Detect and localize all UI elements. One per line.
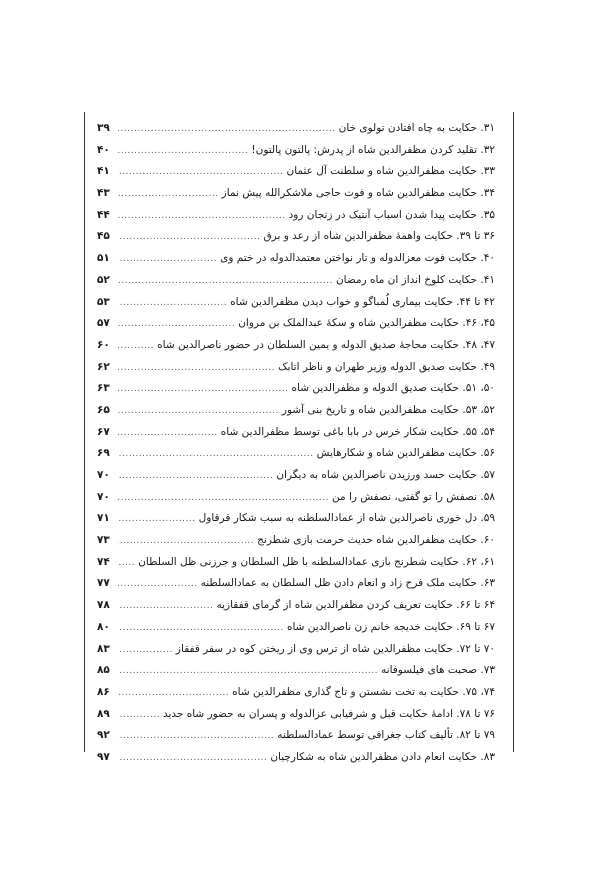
toc-entry <box>97 508 495 530</box>
dot-leader <box>118 748 267 770</box>
toc-entry-title: ۶۴ تا ۶۶. حکایت تعریف کردن مظفرالدین شاه از گرمای قفقازیه <box>216 599 495 612</box>
toc-entry-title: ۳۶ تا ۳۹. حکایت واهمهٔ مظفرالدین شاه از رعد و برق <box>263 230 495 243</box>
toc-entry-title: ۳۵. حکایت پیدا شدن اسباب آنتیک در زنجان رود <box>288 208 495 221</box>
dot-leader <box>118 119 336 141</box>
toc-entry-title: ۴۱. حکایت کلوخ انداز ان ماه رمضان <box>335 273 495 286</box>
toc-entry <box>97 530 495 552</box>
toc-entry-title: ۶۳. حکایت ملک فرح زاد و انعام دادن ظل السلطان به عمادالسلطنه <box>200 577 495 590</box>
toc-entry <box>97 422 495 444</box>
toc-entry-title: ۵۴، ۵۵. حکایت شکار خرس در بابا باغی توسط مظفرالدین شاه <box>220 425 495 438</box>
toc-entry-page-number: ۵۳ <box>97 295 110 308</box>
dot-leader <box>118 509 196 531</box>
toc-entry-title: ۷۰ تا ۷۲. حکایت مظفرالدین شاه از ترس وی از ریختن کوه در سفر قفقاز <box>175 642 495 655</box>
toc-entry-page-number: ۴۳ <box>97 187 110 200</box>
toc-entry-title: ۶۱، ۶۲. حکایت شطرنج بازی عمادالسلطنه با ظل السلطان و جرزنی ظل السلطان <box>138 555 495 568</box>
dot-leader <box>118 184 219 206</box>
toc-entry <box>97 552 495 574</box>
dot-leader <box>118 249 217 271</box>
dot-leader <box>118 553 135 575</box>
toc-entry-title: ۶۷ تا ۶۹. حکایت خدیجه خانم زن ناصرالدین شاه <box>286 620 495 633</box>
toc-entry-page-number: ۸۰ <box>97 620 110 633</box>
toc-entry-page-number: ۶۵ <box>97 403 110 416</box>
toc-entry <box>97 487 495 509</box>
toc-entry-title: ۳۲. تقلید کردن مظفرالدین شاه از پدرش: پالتون پالتون! <box>251 143 495 156</box>
dot-leader <box>118 488 329 510</box>
toc-entry-page-number: ۷۷ <box>97 577 110 590</box>
toc-entry-page-number: ۸۵ <box>97 664 110 677</box>
dot-leader <box>118 683 229 705</box>
dot-leader <box>118 162 284 184</box>
dot-leader <box>118 444 314 466</box>
toc-entry-title: ۷۴، ۷۵. حکایت به تخت نشستن و تاج گذاری مظفرالدین شاه <box>232 685 495 698</box>
toc-entry-page-number: ۶۲ <box>97 360 110 373</box>
toc-entry <box>97 313 495 335</box>
toc-entry-title: ۴۷، ۴۸. حکایت محاجهٔ صدیق الدوله و یمین السلطان در حضور ناصرالدین شاه <box>157 338 495 351</box>
page-frame-line-left <box>84 112 85 752</box>
dot-leader <box>118 705 160 727</box>
toc-entry-title: ۶۰. حکایت مظفرالدین شاه حدیث حرمت بازی شطرنج <box>257 534 495 547</box>
dot-leader <box>118 423 218 445</box>
toc-entry-title: ۷۳. صحبت های فیلسوفانه <box>381 664 495 677</box>
toc-entry <box>97 400 495 422</box>
toc-entry <box>97 682 495 704</box>
toc-entry-page-number: ۷۱ <box>97 512 110 525</box>
toc-entry-page-number: ۸۶ <box>97 685 110 698</box>
page-frame-line-right <box>513 112 514 752</box>
dot-leader <box>118 618 284 640</box>
toc-entry <box>97 443 495 465</box>
toc-entry-page-number: ۹۷ <box>97 750 110 763</box>
toc-entry-page-number: ۴۱ <box>97 165 110 178</box>
toc-entry <box>97 205 495 227</box>
toc-entry-title: ۷۹ تا ۸۲. تألیف کتاب جغرافی توسط عمادالسلطنه <box>277 729 495 742</box>
toc-entry-page-number: ۳۹ <box>97 122 110 134</box>
table-of-contents <box>97 118 495 769</box>
toc-entry-page-number: ۷۰ <box>97 469 110 481</box>
dot-leader <box>118 574 198 596</box>
dot-leader <box>118 596 213 618</box>
toc-entry <box>97 595 495 617</box>
dot-leader <box>118 293 227 315</box>
toc-entry-page-number: ۸۹ <box>97 707 110 720</box>
toc-entry <box>97 747 495 769</box>
toc-entry-page-number: ۹۲ <box>97 729 110 742</box>
toc-entry <box>97 639 495 661</box>
toc-entry <box>97 335 495 357</box>
toc-entry <box>97 660 495 682</box>
dot-leader <box>118 271 333 293</box>
dot-leader <box>118 206 286 228</box>
toc-entry-page-number: ۵۷ <box>97 317 110 330</box>
dot-leader <box>118 227 261 249</box>
toc-entry <box>97 183 495 205</box>
toc-entry-page-number: ۴۰ <box>97 143 110 156</box>
toc-entry-title: ۴۹. حکایت صدیق الدوله وزیر طهران و ناظر اتابک <box>278 360 495 373</box>
toc-entry <box>97 270 495 292</box>
toc-entry-title: ۵۲، ۵۳. حکایت مظفرالدین شاه و تاریخ بنی آشور <box>281 403 495 416</box>
toc-entry-title: ۵۹. دل خوری ناصرالدین شاه از عمادالسلطنه به سبب شکار قرقاول <box>198 512 495 525</box>
toc-entry <box>97 226 495 248</box>
toc-entry-title: ۳۱. حکایت به چاه افتادن تولوی خان <box>338 122 495 134</box>
dot-leader <box>118 358 275 380</box>
toc-entry <box>97 617 495 639</box>
toc-entry <box>97 465 495 487</box>
toc-entry-title: ۳۴. حکایت مظفرالدین شاه و فوت حاجی ملاشکرالله پیش نماز <box>221 187 495 200</box>
dot-leader <box>118 466 273 488</box>
dot-leader <box>118 336 154 358</box>
dot-leader <box>118 640 173 662</box>
toc-entry <box>97 118 495 140</box>
toc-entry-title: ۵۶. حکایت مظفرالدین شاه و شکارهایش <box>316 447 495 460</box>
toc-entry-title: ۵۸. نصفش را تو گفتی، نصفش را من <box>332 490 495 503</box>
toc-entry <box>97 725 495 747</box>
toc-entry-page-number: ۷۴ <box>97 555 110 568</box>
dot-leader <box>118 379 289 401</box>
toc-entry <box>97 573 495 595</box>
toc-entry-title: ۵۷. حکایت حسد ورزیدن ناصرالدین شاه به دیگران <box>276 469 495 481</box>
toc-entry <box>97 292 495 314</box>
toc-entry <box>97 704 495 726</box>
toc-entry <box>97 357 495 379</box>
toc-entry <box>97 161 495 183</box>
toc-entry-page-number: ۷۳ <box>97 534 110 547</box>
toc-entry-page-number: ۶۳ <box>97 382 110 395</box>
toc-entry-page-number: ۶۹ <box>97 447 110 460</box>
toc-entry-page-number: ۴۵ <box>97 230 110 243</box>
toc-entry-title: ۷۶ تا ۷۸. ادامهٔ حکایت قبل و شرفیابی عزالدوله و پسران به حضور شاه جدید <box>162 707 495 720</box>
toc-entry-page-number: ۵۱ <box>97 252 110 265</box>
toc-entry-title: ۴۰. حکایت فوت معزالدوله و تار نواختن معتمدالدوله در ختم وی <box>220 252 495 265</box>
dot-leader <box>118 314 235 336</box>
toc-entry-page-number: ۴۴ <box>97 208 110 221</box>
toc-entry <box>97 248 495 270</box>
toc-entry-title: ۳۳. حکایت مظفرالدین شاه و سلطنت آل عثمان <box>286 165 495 178</box>
toc-entry-page-number: ۵۲ <box>97 273 110 286</box>
dot-leader <box>118 726 274 748</box>
toc-entry-page-number: ۸۳ <box>97 642 110 655</box>
toc-entry-title: ۵۰، ۵۱. حکایت صدیق الدوله و مظفرالدین شاه <box>291 382 495 395</box>
toc-entry-title: ۴۲ تا ۴۴. حکایت بیماری لُمباگو و خواب دیدن مظفرالدین شاه <box>230 295 495 308</box>
toc-entry-title: ۴۵، ۴۶. حکایت مظفرالدین شاه و سکهٔ عبدالملک بن مروان <box>238 317 495 330</box>
dot-leader <box>118 141 248 163</box>
toc-entry <box>97 378 495 400</box>
dot-leader <box>118 401 279 423</box>
toc-entry-title: ۸۳. حکایت انعام دادن مظفرالدین شاه به شکارچیان <box>270 750 495 763</box>
dot-leader <box>118 661 378 683</box>
toc-entry-page-number: ۶۰ <box>97 338 110 351</box>
toc-entry-page-number: ۶۷ <box>97 425 110 438</box>
toc-entry <box>97 140 495 162</box>
toc-entry-page-number: ۷۸ <box>97 599 110 612</box>
toc-entry-page-number: ۷۰ <box>97 490 110 503</box>
dot-leader <box>118 531 254 553</box>
